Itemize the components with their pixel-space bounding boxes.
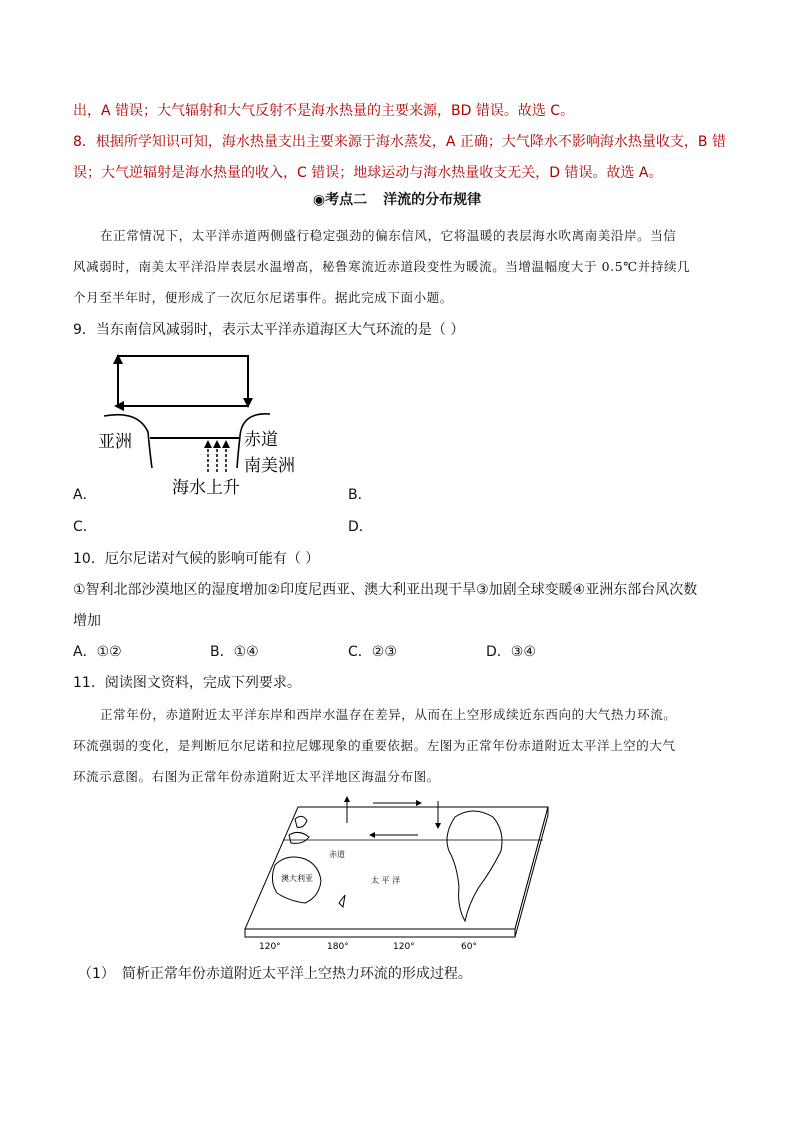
- label-asia: 亚洲: [98, 432, 132, 452]
- question-11-passage-line-2: 环流强弱的变化，是判断厄尔尼诺和拉尼娜现象的重要依据。左图为正常年份赤道附近太平洋上空的大气: [73, 738, 676, 753]
- question-10-line-1: ①智利北部沙漠地区的湿度增加②印度尼西亚、澳大利亚出现干旱③加剧全球变暖④亚洲东部台风次数: [73, 582, 698, 598]
- answer-8-line-2: 误；大气逆辐射是海水热量的收入，C 错误；地球运动与海水热量收支无关，D 错误。故选 A。: [73, 165, 663, 181]
- label-equator: 赤道: [244, 430, 278, 450]
- question-11-passage-line-3: 环流示意图。右图为正常年份赤道附近太平洋地区海温分布图。: [73, 769, 440, 784]
- map-label-pacific: 太 平 洋: [371, 876, 401, 885]
- map-longitude-label: 60°: [461, 942, 477, 952]
- answer-8-line-1: 8．根据所学知识可知，海水热量支出主要来源于海水蒸发，A 正确；大气降水不影响海水热量收支，B 错: [73, 134, 726, 150]
- arrow-right-icon: [416, 800, 422, 806]
- label-upwelling: 海水上升: [172, 478, 240, 498]
- question-9-option-a[interactable]: A．: [73, 487, 97, 503]
- question-10-option-c[interactable]: C．②③: [348, 644, 397, 660]
- question-11-stem: 11．阅读图文资料，完成下列要求。: [73, 675, 301, 691]
- question-10-option-b[interactable]: B．①④: [210, 644, 259, 660]
- question-9-option-d[interactable]: D．: [348, 519, 373, 535]
- question-11-sub-1: （1） 简析正常年份赤道附近太平洋上空热力环流的形成过程。: [78, 966, 472, 982]
- arrow-up-icon: [204, 440, 212, 448]
- arrow-up-icon: [213, 440, 221, 448]
- question-9-option-c[interactable]: C．: [73, 519, 97, 535]
- section-heading: [0, 189, 794, 209]
- answer-text-line: 出，A 错误；大气辐射和大气反射不是海水热量的主要来源，BD 错误。故选 C。: [73, 103, 575, 119]
- circulation-diagram: [92, 350, 322, 500]
- question-9-stem: 9．当东南信风减弱时，表示太平洋赤道海区大气环流的是（ ）: [73, 322, 465, 338]
- question-11-passage-line-1: 正常年份，赤道附近太平洋东岸和西岸水温存在差异，从而在上空形成续近东西向的大气热力环流。: [100, 707, 677, 722]
- map-label-equator: 赤道: [329, 850, 345, 859]
- passage-1-line-2: 风减弱时，南美太平洋沿岸表层水温增高，秘鲁寒流近赤道段变性为暖流。当增温幅度大于 0.5℃并持续几: [73, 259, 691, 274]
- arrow-up-icon: [344, 796, 350, 802]
- pacific-map: [243, 795, 553, 955]
- question-9-option-b[interactable]: B．: [348, 487, 372, 503]
- question-10-option-d[interactable]: D．③④: [486, 644, 536, 660]
- map-longitude-label: 120°: [259, 942, 281, 952]
- map-longitude-label: 180°: [327, 942, 349, 952]
- bullet-icon: ◉: [312, 192, 326, 208]
- map-block-front: [245, 929, 515, 937]
- question-10-stem: 10．厄尔尼诺对气候的影响可能有（ ）: [73, 551, 320, 567]
- map-label-australia: 澳大利亚: [281, 874, 313, 883]
- label-south-america: 南美洲: [244, 456, 295, 476]
- passage-1-line-1: 在正常情况下，太平洋赤道两侧盛行稳定强劲的偏东信风，它将温暖的表层海水吹离南美沿岸。当信: [100, 228, 677, 243]
- map-block-top: [245, 807, 548, 929]
- section-label: 考点二: [325, 192, 368, 208]
- question-10-line-2: 增加: [73, 613, 101, 629]
- section-title: 洋流的分布规律: [383, 192, 482, 208]
- passage-1-line-3: 个月至半年时，便形成了一次厄尔尼诺事件。据此完成下面小题。: [73, 290, 453, 305]
- arrow-up-icon: [222, 440, 230, 448]
- question-10-option-a[interactable]: A．①②: [73, 644, 122, 660]
- map-longitude-label: 120°: [393, 942, 415, 952]
- circulation-loop: [118, 356, 248, 406]
